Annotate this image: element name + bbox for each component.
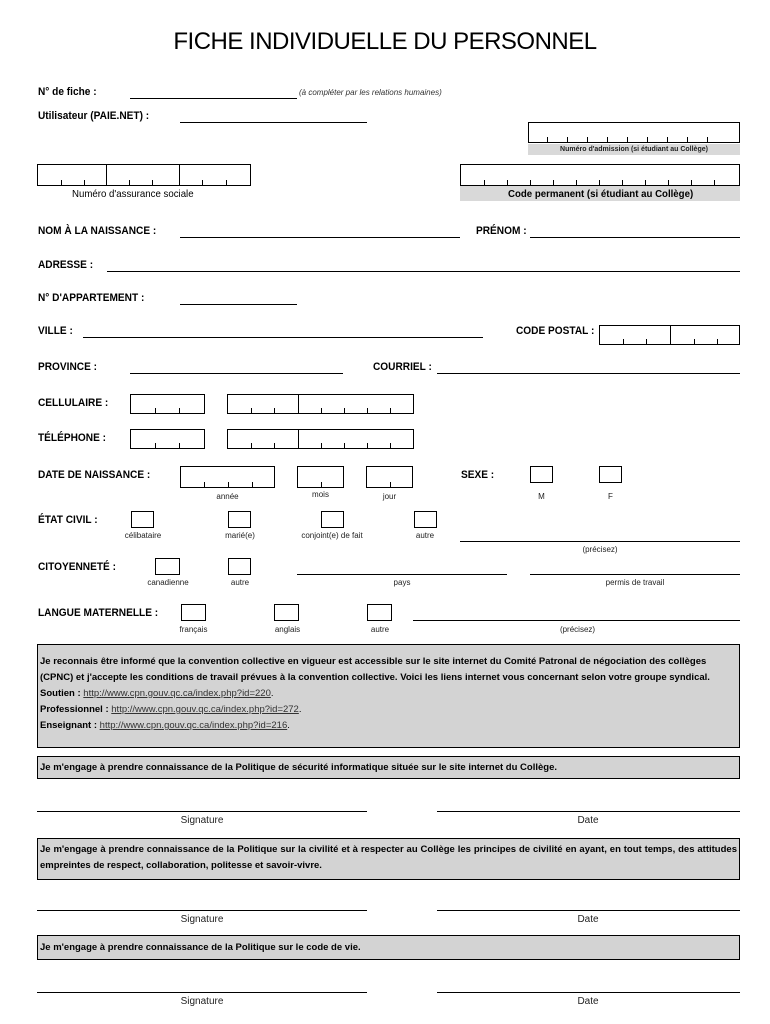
province-label: PROVINCE : [38, 361, 98, 373]
langue-autre-caption: autre [370, 625, 390, 634]
etat-conjoint-checkbox[interactable] [321, 511, 344, 528]
etat-label: ÉTAT CIVIL : [38, 514, 98, 526]
etat-autre-caption: autre [415, 531, 435, 540]
fiche-label: N° de fiche : [38, 86, 97, 98]
sexe-m-caption: M [538, 492, 545, 501]
date-line-3[interactable] [437, 992, 740, 993]
prenom-label: PRÉNOM : [476, 225, 527, 237]
annee-input[interactable] [180, 466, 275, 488]
ville-label: VILLE : [38, 325, 73, 337]
soutien-link[interactable]: http://www.cpn.gouv.qc.ca/index.php?id=220 [83, 688, 271, 699]
langue-autre-checkbox[interactable] [367, 604, 392, 621]
utilisateur-field[interactable] [180, 122, 367, 123]
nas-input[interactable] [37, 164, 251, 186]
etat-precisez-field[interactable] [460, 541, 740, 542]
prof-link[interactable]: http://www.cpn.gouv.qc.ca/index.php?id=272 [111, 704, 299, 715]
code-de-vie-panel: Je m'engage à prendre connaissance de la Politique sur le code de vie. [37, 935, 740, 960]
etat-autre-checkbox[interactable] [414, 511, 437, 528]
langue-anglais-checkbox[interactable] [274, 604, 299, 621]
mois-caption: mois [312, 490, 329, 499]
appartement-field[interactable] [180, 304, 297, 305]
jour-input[interactable] [366, 466, 413, 488]
page-title: FICHE INDIVIDUELLE DU PERSONNEL [173, 28, 597, 55]
sexe-m-checkbox[interactable] [530, 466, 553, 483]
etat-marie-caption: marié(e) [225, 531, 255, 540]
date-caption-1: Date [577, 815, 599, 826]
mois-input[interactable] [297, 466, 344, 488]
nom-label: NOM À LA NAISSANCE : [38, 225, 157, 237]
fiche-field[interactable] [130, 98, 297, 99]
permis-field[interactable] [530, 574, 740, 575]
convention-panel: Je reconnais être informé que la convention collective en vigueur est accessible sur le site internet du Comité Patronal de négociation des collèges (CPNC) et j'accepte les conditions de travail prévues à la convention collective. Voici les liens internet vous concernant selon votre groupe syndical. Soutien : http://www.cpn.gouv.qc.ca/index.php?id=220. Professionnel : http://www.cpn.gouv.qc.ca/index.php?id=272. Enseignant : http://www.cpn.gouv.qc.ca/index.php?id=216. [37, 644, 740, 748]
langue-anglais-caption: anglais [274, 625, 301, 634]
adresse-label: ADRESSE : [38, 259, 94, 271]
signature-line-1[interactable] [37, 811, 367, 812]
cit-canadienne-caption: canadienne [147, 578, 189, 587]
permanent-caption: Code permanent (si étudiant au Collège) [508, 188, 694, 200]
signature-caption-3: Signature [180, 996, 224, 1007]
cellulaire-label: CELLULAIRE : [38, 397, 109, 409]
langue-precisez-field[interactable] [413, 620, 740, 621]
etat-precisez-caption: (précisez) [582, 545, 618, 554]
etat-celibataire-checkbox[interactable] [131, 511, 154, 528]
ens-label: Enseignant : [40, 720, 98, 731]
sexe-label: SEXE : [461, 469, 495, 481]
naissance-label: DATE DE NAISSANCE : [38, 469, 151, 481]
etat-conjoint-caption: conjoint(e) de fait [301, 531, 363, 540]
appartement-label: N° D'APPARTEMENT : [38, 292, 145, 304]
signature-caption-2: Signature [180, 914, 224, 925]
date-caption-2: Date [577, 914, 599, 925]
ens-link[interactable]: http://www.cpn.gouv.qc.ca/index.php?id=216 [99, 720, 288, 731]
pays-caption: pays [393, 578, 411, 587]
courriel-field[interactable] [437, 373, 740, 374]
signature-caption-1: Signature [180, 815, 224, 826]
cit-autre-caption: autre [230, 578, 250, 587]
citoyennete-label: CITOYENNETÉ : [38, 561, 116, 573]
telephone-label: TÉLÉPHONE : [38, 432, 107, 444]
date-caption-3: Date [577, 996, 599, 1007]
convention-text: Je reconnais être informé que la convention collective en vigueur est accessible sur le site internet du Comité Patronal de négociation des collèges (CPNC) et j'accepte les conditions de travail prévues à la convention collective. Voici les liens internet vous concernant selon votre groupe syndical. [40, 656, 710, 683]
code-postal-label: CODE POSTAL : [516, 325, 595, 337]
date-line-2[interactable] [437, 910, 740, 911]
prenom-field[interactable] [530, 237, 740, 238]
signature-line-3[interactable] [37, 992, 367, 993]
securite-panel: Je m'engage à prendre connaissance de la Politique de sécurité informatique située sur le site internet du Collège. [37, 756, 740, 779]
permis-caption: permis de travail [605, 578, 665, 587]
langue-francais-caption: français [179, 625, 208, 634]
signature-line-2[interactable] [37, 910, 367, 911]
jour-caption: jour [382, 492, 397, 501]
utilisateur-label: Utilisateur (PAIE.NET) : [38, 110, 150, 122]
telephone-area-input[interactable] [130, 429, 205, 449]
nas-caption: Numéro d'assurance sociale [72, 188, 194, 200]
langue-precisez-caption: (précisez) [559, 625, 596, 634]
cellulaire-area-input[interactable] [130, 394, 205, 414]
province-field[interactable] [130, 373, 343, 374]
fiche-note: (à compléter par les relations humaines) [299, 88, 442, 97]
date-line-1[interactable] [437, 811, 740, 812]
admission-caption: Numéro d'admission (si étudiant au Collège) [528, 144, 740, 155]
cit-canadienne-checkbox[interactable] [155, 558, 180, 575]
admission-input[interactable] [528, 122, 740, 143]
etat-marie-checkbox[interactable] [228, 511, 251, 528]
code-postal-input[interactable] [599, 325, 740, 345]
soutien-label: Soutien : [40, 688, 81, 699]
sexe-f-checkbox[interactable] [599, 466, 622, 483]
nom-field[interactable] [180, 237, 460, 238]
adresse-field[interactable] [107, 271, 740, 272]
annee-caption: année [216, 492, 239, 501]
courriel-label: COURRIEL : [373, 361, 432, 373]
ville-field[interactable] [83, 337, 483, 338]
cit-autre-checkbox[interactable] [228, 558, 251, 575]
langue-francais-checkbox[interactable] [181, 604, 206, 621]
langue-label: LANGUE MATERNELLE : [38, 607, 159, 619]
permanent-input[interactable] [460, 164, 740, 186]
sexe-f-caption: F [608, 492, 613, 501]
civilite-panel: Je m'engage à prendre connaissance de la Politique sur la civilité et à respecter au Collège les principes de civilité en ayant, en tout temps, des attitudes empreintes de respect, collaboration, politesse et savoir-vivre. [37, 838, 740, 880]
etat-celibataire-caption: célibataire [124, 531, 162, 540]
cellulaire-number-input[interactable] [227, 394, 414, 414]
prof-label: Professionnel : [40, 704, 109, 715]
pays-field[interactable] [297, 574, 507, 575]
telephone-number-input[interactable] [227, 429, 414, 449]
